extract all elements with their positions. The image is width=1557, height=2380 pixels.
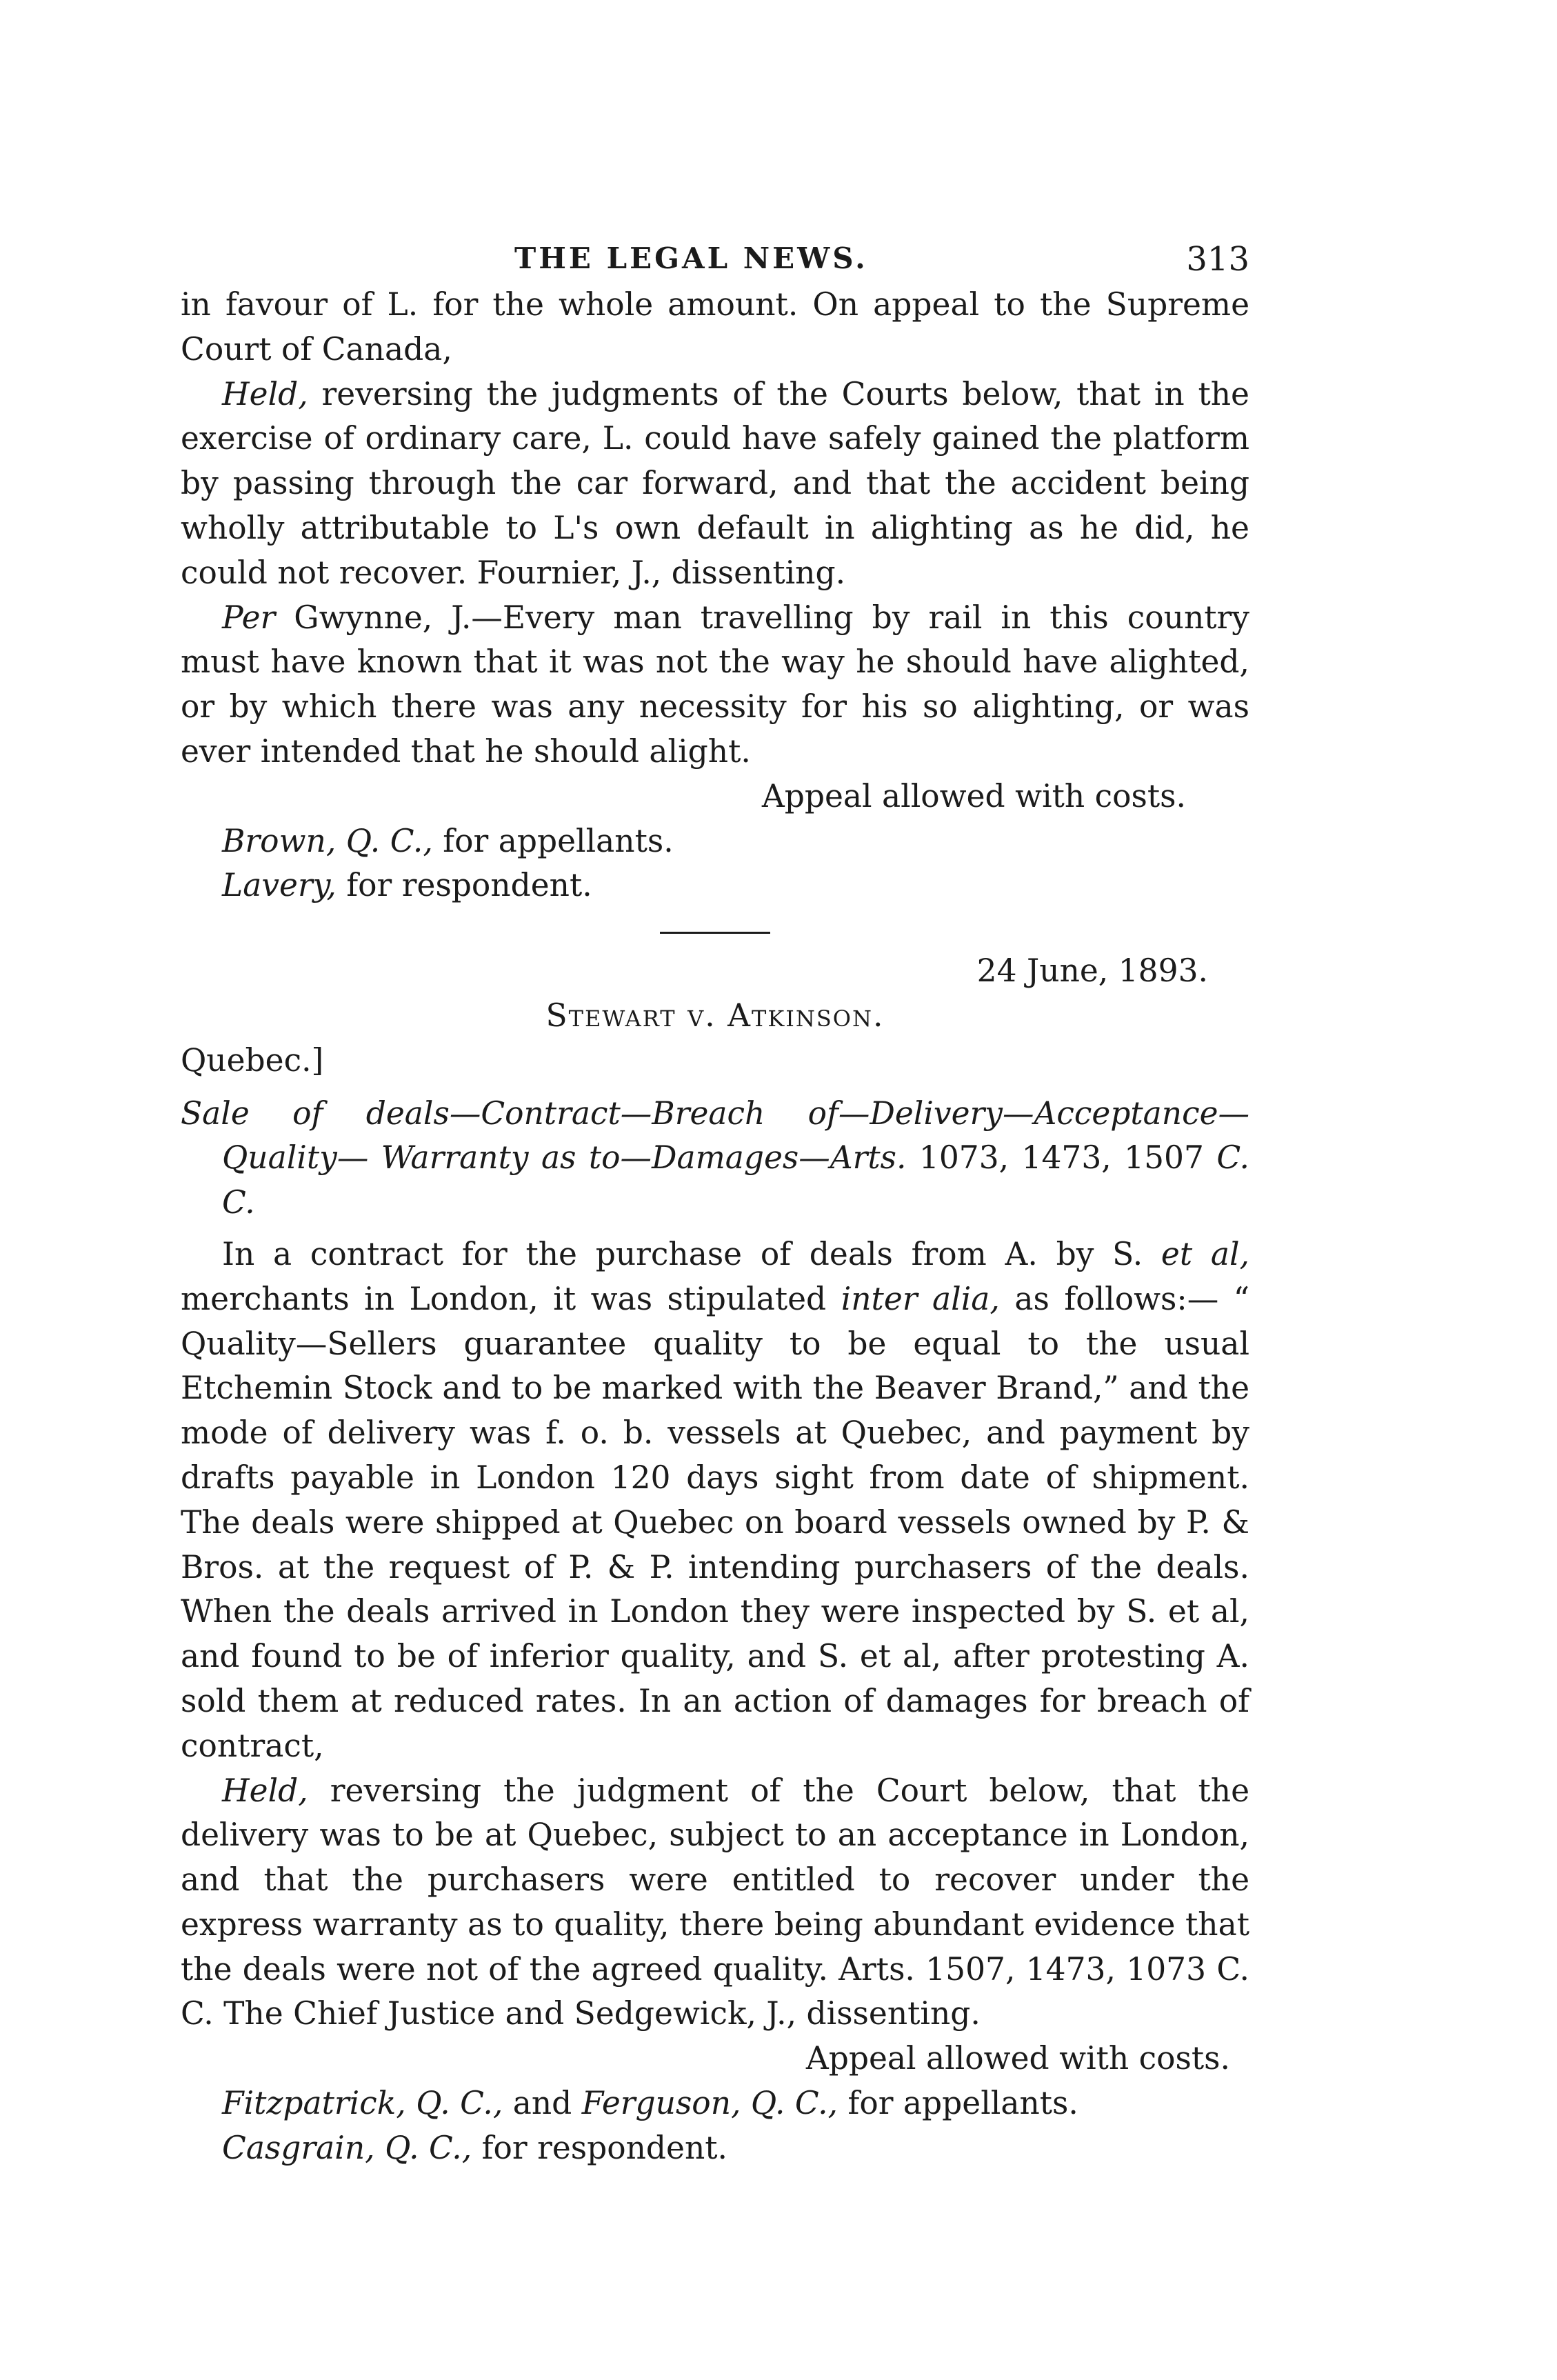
- facts-paragraph: [181, 1232, 1249, 1769]
- page-body: [181, 283, 1249, 2171]
- counsel-line: [181, 819, 1249, 864]
- counsel-role: for appellants.: [838, 2085, 1078, 2122]
- catchwords: [181, 1092, 1249, 1226]
- held-label: Held,: [222, 1772, 308, 1809]
- facts-et-al: et al,: [1143, 1235, 1249, 1272]
- counsel-line: [181, 863, 1249, 908]
- counsel-joiner: and: [503, 2085, 582, 2122]
- facts-text-2: merchants in London, it was stipulated: [181, 1280, 827, 1317]
- held-paragraph-2: [181, 1769, 1249, 2037]
- counsel-role: for appellants.: [432, 822, 674, 859]
- court-label: [181, 1039, 1249, 1083]
- counsel-role: for respondent.: [336, 867, 592, 904]
- held-label: Held,: [222, 375, 308, 412]
- held-text: reversing the judgments of the Courts below, that in the exercise of ordinary care, L. could have safely gained the platform by passing through the car forward, and that the accident being wholly attributable to L's own default in alighting as he did, he could not recover. Fournier, J., dissenting.: [181, 375, 1249, 591]
- continuation-text: in favour of L. for the whole amount. On appeal to the Supreme Court of Canada,: [181, 286, 1249, 368]
- held-text: reversing the judgment of the Court below, that the delivery was to be at Quebec, subject to an acceptance in London, and that the purchasers were entitled to recover under the express warranty as to quality, there being abundant evidence that the deals were not of the agreed quality. Arts. 1507, 1473, 1073 C. C. The Chief Justice and Sedgewick, J., dissenting.: [181, 1772, 1249, 2032]
- section-divider: [660, 932, 770, 934]
- counsel-name: Fitzpatrick, Q. C.,: [222, 2085, 503, 2122]
- disposition-2: [181, 2037, 1249, 2081]
- catchwords-code: C. C.: [222, 1139, 1249, 1221]
- facts-inter-alia: inter alia,: [826, 1280, 1000, 1317]
- disposition-1-text: Appeal allowed with costs.: [761, 777, 1186, 814]
- journal-title: THE LEGAL NEWS.: [514, 241, 868, 275]
- disposition-2-text: Appeal allowed with costs.: [805, 2040, 1230, 2077]
- facts-text: In a contract for the purchase of deals from A. by S.: [222, 1235, 1143, 1272]
- counsel-role: for respondent.: [472, 2129, 728, 2166]
- counsel-line: [181, 2081, 1249, 2126]
- per-label: Per: [222, 599, 276, 636]
- counsel-name: Casgrain, Q. C.,: [222, 2129, 472, 2166]
- held-paragraph-1: [181, 372, 1249, 596]
- court-label-text: Quebec.]: [181, 1041, 324, 1079]
- per-text: Gwynne, J.—Every man travelling by rail in this country must have known that it was not the way he should have alighted, or by which there was any necessity for his so alighting, or was ever intended that he should alight.: [181, 599, 1249, 770]
- catchwords-articles: 1073, 1473, 1507: [906, 1139, 1204, 1177]
- counsel-line: [181, 2126, 1249, 2171]
- case-title: [181, 994, 1249, 1039]
- counsel-name: Brown, Q. C.,: [222, 822, 433, 859]
- facts-text-3: as follows:— “ Quality—Sellers guarantee quality to be equal to the usual Etchemin Stock and to be marked with the Beaver Brand,” and the mode of delivery was f. o. b. vessels at Quebec, and payment by drafts payable in London 120 days sight from date of shipment. The deals were shipped at Quebec on board vessels owned by P. & Bros. at the request of P. & P. intending purchasers of the deals. When the deals arrived in London they were inspected by S. et al, and found to be of inferior quality, and S. et al, after protesting A. sold them at reduced rates. In an action of damages for breach of contract,: [181, 1280, 1249, 1764]
- continuation-paragraph: [181, 283, 1249, 372]
- counsel-name: Ferguson, Q. C.,: [581, 2085, 838, 2122]
- running-header: [181, 234, 1249, 283]
- disposition-1: [181, 774, 1249, 819]
- catchwords-italic: Sale of deals—Contract—Breach of—Delivery—Acceptance—Quality— Warranty as to—Damages—Arts.: [181, 1094, 1249, 1177]
- case-title-text: Stewart v. Atkinson.: [545, 997, 885, 1034]
- page-number: 313: [1186, 240, 1249, 279]
- per-paragraph: [181, 596, 1249, 774]
- page: [181, 234, 1249, 2171]
- case-date-text: 24 June, 1893.: [976, 952, 1208, 990]
- counsel-name: Lavery,: [222, 867, 336, 904]
- case-date: [181, 949, 1249, 994]
